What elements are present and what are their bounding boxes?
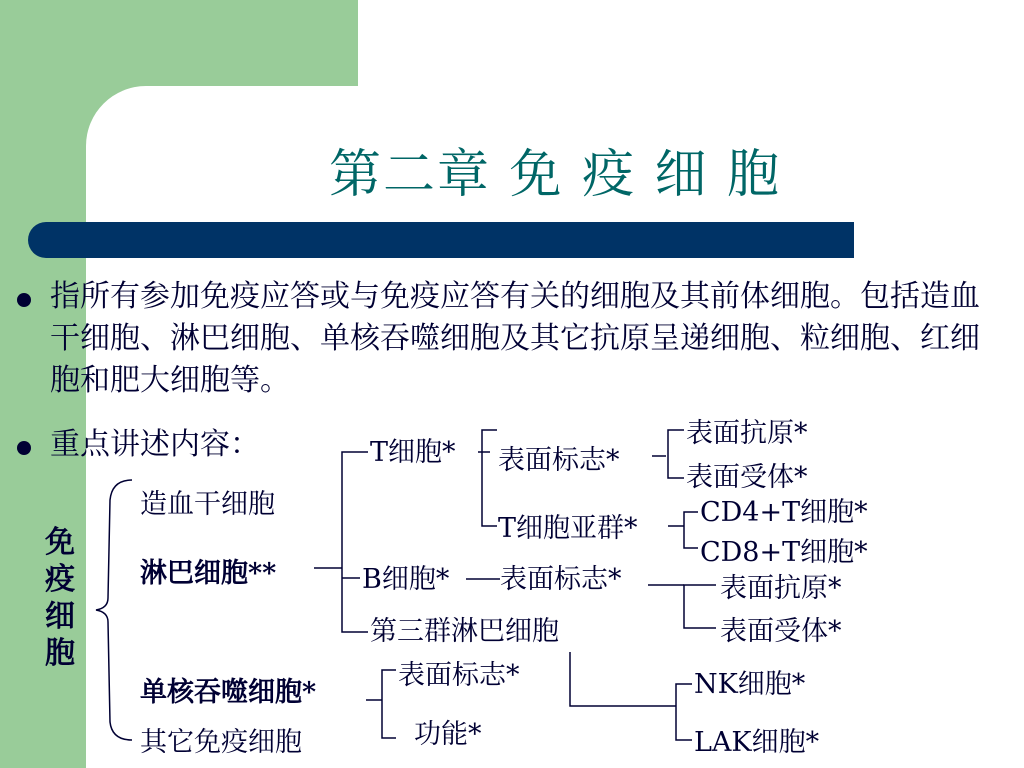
tree-item-mono-surface-marker: 表面标志*	[398, 660, 520, 691]
mono-bracket	[382, 670, 396, 738]
tree-item-cd4-t-cell: CD4+T细胞*	[700, 497, 868, 528]
tree-item-b-surface-receptor: 表面受体*	[720, 616, 842, 647]
vertical-label-immune-cells: 免疫细胞	[45, 525, 75, 671]
tree-item-t-cell: T细胞*	[370, 437, 456, 468]
t-branch-bracket	[482, 430, 497, 526]
t-marker-bracket	[668, 430, 684, 478]
slide-title: 第二章 免 疫 细 胞	[328, 145, 782, 205]
tree-item-third-group-lymphocyte: 第三群淋巴细胞	[370, 616, 559, 647]
tree-item-b-surface-antigen: 表面抗原*	[720, 573, 842, 604]
tree-item-b-cell: B细胞*	[362, 564, 450, 595]
tree-item-hematopoietic-stem-cell: 造血干细胞	[140, 489, 275, 520]
b-marker-bracket	[684, 585, 716, 628]
tree-item-t-surface-receptor: 表面受体*	[686, 462, 808, 493]
tree-item-cd8-t-cell: CD8+T细胞*	[700, 537, 868, 568]
bullet-definition: 指所有参加免疫应答或与免疫应答有关的细胞及其前体细胞。包括造血干细胞、淋巴细胞、单核吞噬细胞及其它抗原呈递细胞、粒细胞、红细胞和肥大细胞等。	[50, 279, 980, 398]
third-group-bracket	[676, 684, 692, 740]
tree-item-other-immune-cells: 其它免疫细胞	[140, 727, 302, 758]
tree-item-t-surface-antigen: 表面抗原*	[686, 418, 808, 449]
third-group-connector	[570, 652, 676, 706]
bullet-key-content: 重点讲述内容：	[50, 427, 260, 462]
tree-item-lymphocyte: 淋巴细胞**	[140, 558, 277, 589]
tree-item-nk-cell: NK细胞*	[694, 669, 806, 700]
tree-item-lak-cell: LAK细胞*	[694, 727, 820, 758]
tree-item-t-surface-marker: 表面标志*	[498, 445, 620, 476]
tree-item-t-cell-subset: T细胞亚群*	[498, 513, 638, 544]
tree-item-b-surface-marker: 表面标志*	[500, 564, 622, 595]
t-subset-bracket	[684, 512, 698, 548]
lymph-branch-bracket	[342, 452, 368, 632]
tree-item-mono-function: 功能*	[414, 719, 482, 750]
left-brace	[96, 480, 132, 740]
tree-item-mononuclear-phagocyte: 单核吞噬细胞*	[140, 677, 317, 708]
